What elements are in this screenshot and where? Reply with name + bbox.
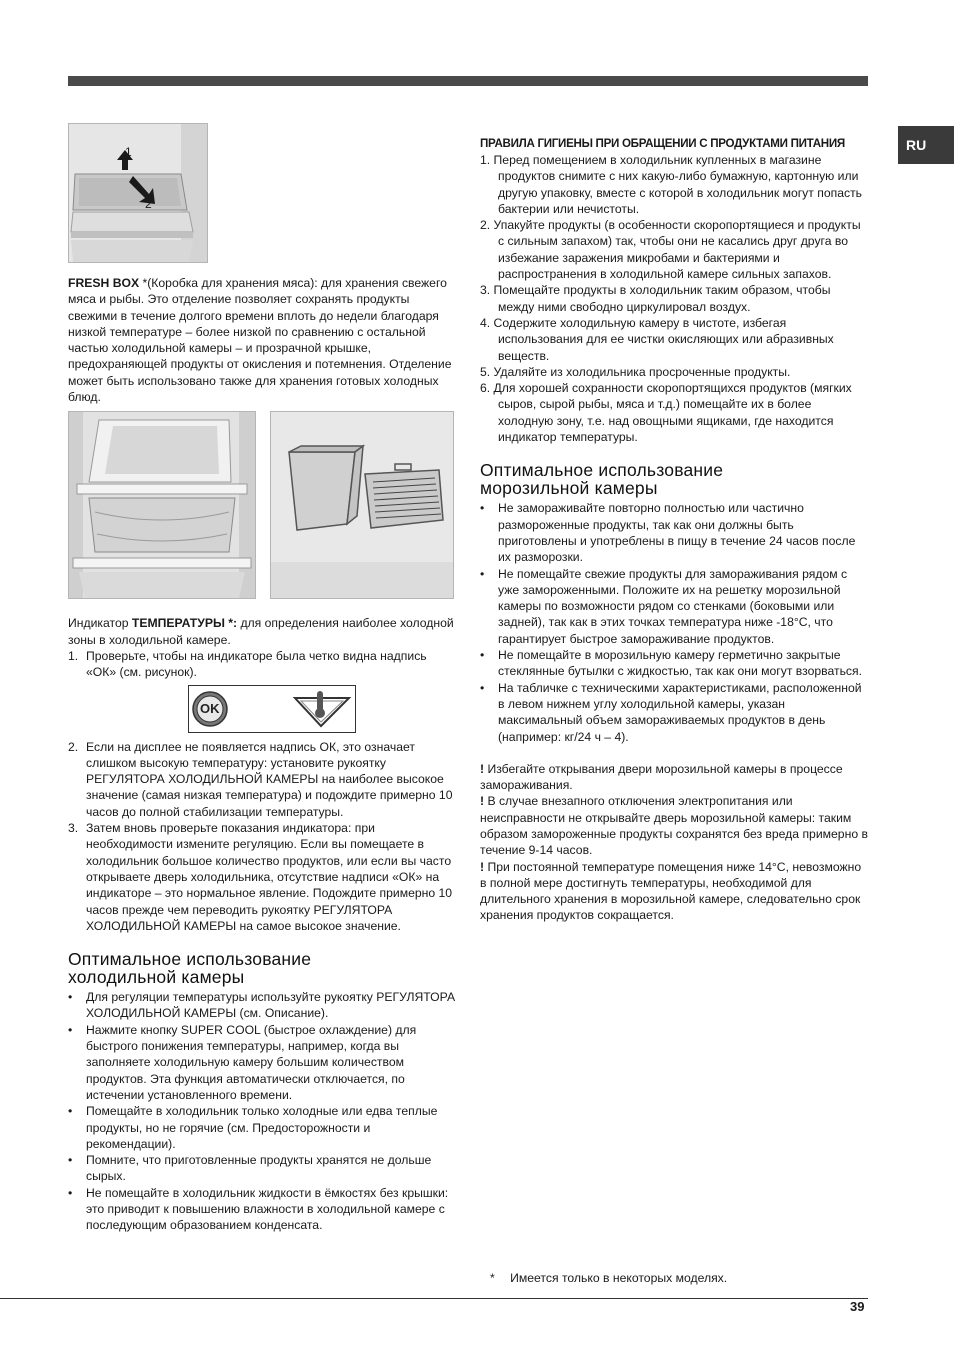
warning-item (480, 761, 870, 794)
bullet: • (480, 680, 485, 695)
drawer-illustration (69, 412, 255, 598)
list-item (68, 1022, 458, 1103)
step-number: 2. (68, 739, 79, 754)
list-item (480, 500, 870, 565)
indicator-pre: Индикатор (68, 616, 132, 631)
bullet-text: Помните, что приготовленные продукты хранятся не дольше сырых. (86, 1153, 432, 1184)
fresh-box-paragraph (68, 275, 458, 405)
indicator-post: для определения наиболее холодной зоны в холодильной камере. (68, 616, 454, 647)
top-rule (68, 76, 868, 86)
fresh-box-photos (68, 411, 458, 599)
bullet-text: Не помещайте свежие продукты для замораживания рядом с уже замороженными. Положите их на решетку морозильной камеры по возможности рядом со стенками (боковыми или задней), так как в этих точках температура ниже -18°С, что гарантирует быстрое замораживание продуктов. (498, 566, 848, 646)
fridge-section-title (68, 950, 458, 986)
list-item (68, 1185, 458, 1234)
step-number: 3. (68, 821, 79, 836)
list-item: 1. Перед помещением в холодильник купленных в магазине продуктов снимите с них какую-либо бумажную, картонную или другую упаковку, вместе с которой в холодильник могут попасть бактерии или нечистоты. (480, 153, 863, 216)
list-item: 5. Удаляйте из холодильника просроченные продукты. (480, 364, 791, 379)
list-item (480, 680, 870, 745)
language-tab: RU (898, 126, 954, 164)
page-number: 39 (850, 1299, 865, 1314)
right-column (480, 136, 870, 924)
bottom-rule (0, 1298, 868, 1299)
list-item: 6. Для хорошей сохранности скоропортящихся продуктов (мягких сыров, сырой рыбы, мяса и т.д.) помещайте их в более холодную зону, т.е. над овощными ящиками, где находится индикатор температуры. (480, 381, 852, 445)
fresh-box-figure (68, 123, 208, 263)
freezer-title-line-1: Оптимальное использование (480, 460, 724, 481)
indicator-bold: ТЕМПЕРАТУРЫ *: (131, 616, 238, 631)
bullet-text: Нажмите кнопку SUPER COOL (быстрое охлаждение) для быстрого понижения температуры, например, когда вы заполняете холодильную камеру большим количеством продуктов. Эта функция автоматически отключается, по истечении установленного времени. (86, 1022, 417, 1102)
warning-text: При постоянной температуре помещения ниже 14°С, невозможно в полной мере достигнуть температуры, необходимой для длительного хранения в морозильной камере, следовательно срок хранения продуктов сокращается. (480, 859, 862, 923)
list-item: 2. Упакуйте продукты (в особенности скоропортящиеся и продукты с сильным запахом) так, чтобы они не касались друг друга во избежание заражения микробами и бактериями и распространения в холодильной камере сильных запахов. (480, 218, 861, 282)
fridge-title-line-1: Оптимальное использование (68, 949, 312, 970)
freezer-section-title (480, 461, 870, 497)
list-item (480, 647, 870, 680)
list-item (68, 1152, 458, 1185)
fridge-title-line-2: холодильной камеры (68, 967, 245, 988)
warning-item (480, 793, 870, 858)
bullet: • (480, 648, 485, 663)
bullet: • (480, 501, 485, 516)
list-item (480, 566, 870, 647)
freezer-warnings (480, 761, 870, 924)
indicator-steps-continued (68, 739, 458, 935)
box-and-lid-illustration (271, 412, 453, 598)
footnote (490, 1271, 727, 1285)
list-item (68, 739, 458, 820)
bullet-text: Не помещайте в морозильную камеру герметично закрытые стеклянные бутылки с жидкостью, так как они могут взорваться. (498, 648, 863, 679)
fridge-bullets (68, 989, 458, 1233)
bullet: • (68, 1104, 73, 1119)
bullet: • (68, 990, 73, 1005)
fresh-box-title: FRESH BOX (68, 276, 140, 290)
step-number: 1. (68, 648, 79, 663)
freezer-bullets (480, 500, 870, 744)
bullet-text: Не замораживайте повторно полностью или частично размороженные продукты, так как они должны быть приготовлены и употреблены в пищу в течение 24 часов после их разморозки. (498, 501, 856, 565)
warning-mark: ! (480, 761, 485, 776)
ok-label: OK (200, 700, 220, 716)
list-item: 3. Помещайте продукты в холодильник таким образом, чтобы между ними свободно циркулировал воздух. (480, 283, 831, 314)
bullet: • (480, 566, 485, 581)
warning-mark: ! (480, 794, 485, 809)
list-item (68, 820, 458, 934)
warning-item (480, 859, 870, 924)
indicator-paragraph (68, 615, 458, 648)
bullet-text: Для регуляции температуры используйте рукоятку РЕГУЛЯТОРА ХОЛОДИЛЬНОЙ КАМЕРЫ (см. Описание). (86, 990, 456, 1021)
footnote-text: Имеется только в некоторых моделях. (510, 1271, 728, 1285)
figure-label-1: 1 (125, 145, 132, 159)
bullet-text: Помещайте в холодильник только холодные или едва теплые продукты, но не горячие (см. Предосторожности и рекомендации). (86, 1104, 438, 1151)
hygiene-list (480, 152, 870, 445)
warning-text: В случае внезапного отключения электропитания или неисправности не открывайте дверь морозильной камеры: таким образом замороженные продукты сохранятся без вреда примерно в течение 9-14 часов. (480, 794, 868, 858)
step-text: Затем вновь проверьте показания индикатора: при необходимости измените регуляцию. Если вы помещаете в холодильник большое количество продуктов, или если вы часто открываете дверь холодильника, отсутствие надписи «ОК» на индикаторе – это нормальное явление. Подождите примерно 10 часов прежде чем переводить рукоятку РЕГУЛЯТОРА ХОЛОДИЛЬНОЙ КАМЕРЫ на самое высокое значение. (86, 821, 453, 933)
bullet: • (68, 1185, 73, 1200)
indicator-steps (68, 648, 458, 681)
hygiene-title: ПРАВИЛА ГИГИЕНЫ ПРИ ОБРАЩЕНИИ С ПРОДУКТАМИ ПИТАНИЯ (480, 137, 845, 150)
bullet-text: На табличке с техническими характеристиками, расположенной в левом нижнем углу холодильной камеры, указан максимальный объем замораживаемых продуктов в день (например: кг/24 ч – 4). (498, 680, 862, 744)
list-item (68, 1103, 458, 1152)
fresh-box-text: *(Коробка для хранения мяса): для хранения свежего мяса и рыбы. Это отделение позволяет сохранять продукты свежими в течение долгого времени вплоть до недели благодаря низкой температуре – более низкой по сравнению с остальной частью холодильной камеры – и прозрачной крышке, предохраняющей продукты от окисления и потемнения. Отделение может быть использовано также для хранения готовых холодных блюд. (68, 276, 452, 405)
freezer-title-line-2: морозильной камеры (480, 478, 658, 499)
list-item (68, 989, 458, 1022)
bullet-text: Не помещайте в холодильник жидкости в ёмкостях без крышки: это приводит к повышению влажности в холодильной камере с последующим образованием конденсата. (86, 1185, 449, 1233)
bullet: • (68, 1022, 73, 1037)
left-column (68, 120, 458, 1234)
step-text: Если на дисплее не появляется надпись ОК, это означает слишком высокую температуру: установите рукоятку РЕГУЛЯТОРА ХОЛОДИЛЬНОЙ КАМЕРЫ на наиболее высокое значение (самая низкая температура) и подождите примерно 10 часов до полной стабилизации температуры. (86, 739, 453, 819)
list-item: 4. Содержите холодильную камеру в чистоте, избегая использования для ее чистки окисляющих или абразивных веществ. (480, 315, 834, 363)
list-item (68, 648, 458, 681)
shelf-illustration (69, 124, 207, 262)
ok-indicator-figure (188, 685, 356, 733)
fresh-box-parts-figure (270, 411, 454, 599)
figure-label-2: 2 (145, 197, 152, 211)
step-text: Проверьте, чтобы на индикаторе была четко видна надпись «ОК» (см. рисунок). (86, 648, 427, 680)
warning-text: Избегайте открывания двери морозильной камеры в процессе замораживания. (480, 761, 843, 793)
bullet: • (68, 1153, 73, 1168)
fresh-box-drawer-figure (68, 411, 256, 599)
warning-mark: ! (480, 859, 485, 874)
footnote-mark: * (490, 1271, 495, 1285)
